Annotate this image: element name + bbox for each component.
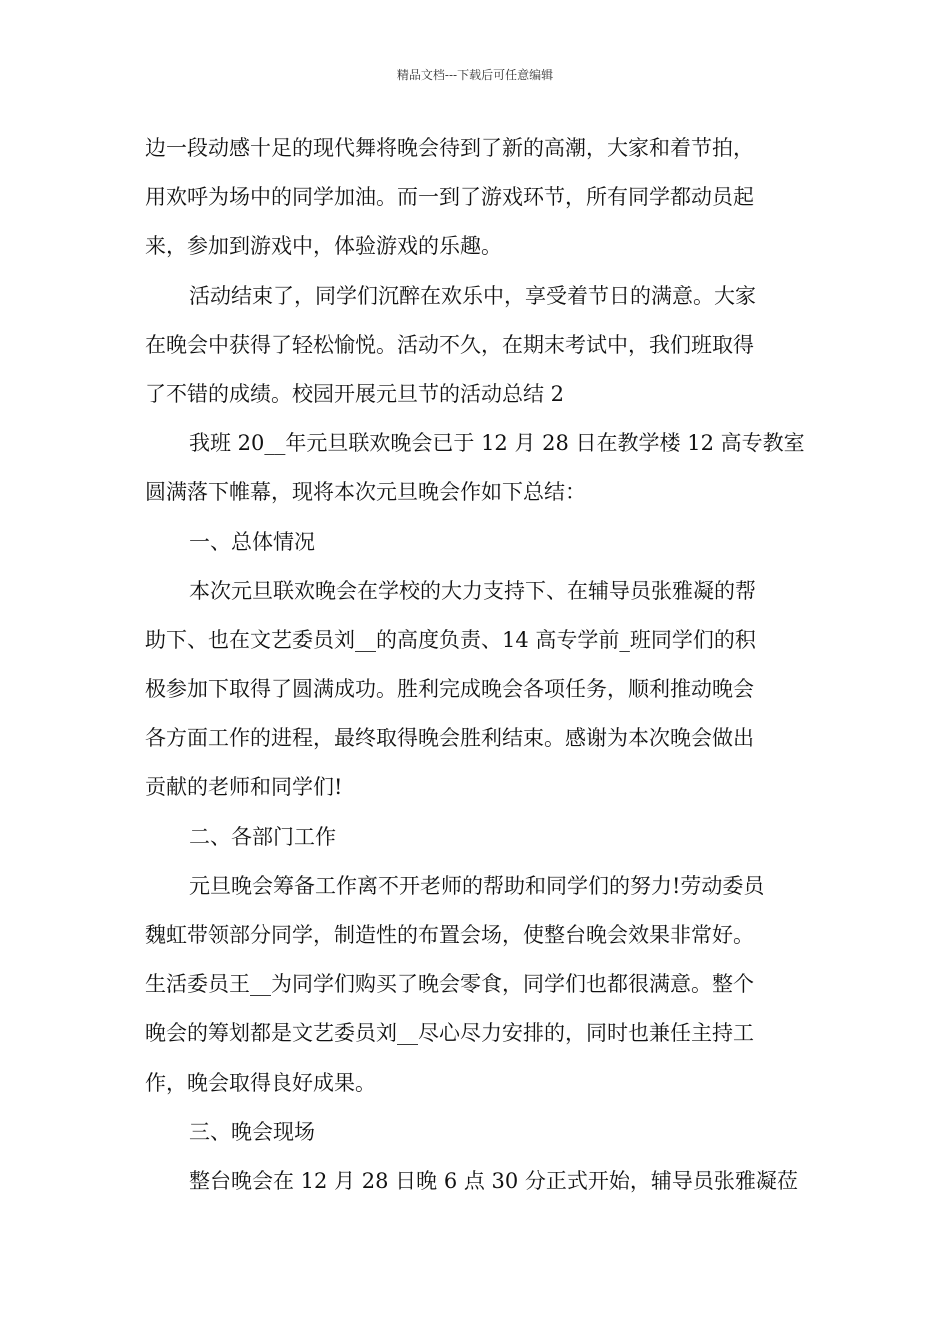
text-line: 一、总体情况 <box>189 529 315 554</box>
paragraph <box>145 272 815 420</box>
text-line: 用欢呼为场中的同学加油。而一到了游戏环节，所有同学都动员起 <box>145 185 754 210</box>
text-line: 来，参加到游戏中，体验游戏的乐趣。 <box>145 234 502 259</box>
text-line: 极参加下取得了圆满成功。胜利完成晚会各项任务，顺利推动晚会 <box>145 677 754 702</box>
text-line: 本次元旦联欢晚会在学校的大力支持下、在辅导员张雅凝的帮 <box>189 578 756 603</box>
paragraph <box>145 1157 815 1206</box>
paragraph <box>145 419 815 517</box>
text-line: 作，晚会取得良好成果。 <box>145 1070 376 1095</box>
text-line: 魏虹带领部分同学，制造性的布置会场，使整台晚会效果非常好。 <box>145 923 754 947</box>
text-line: 生活委员王__为同学们购买了晚会零食，同学们也都很满意。整个 <box>145 972 754 997</box>
document-body <box>145 124 815 1206</box>
text-line: 贡献的老师和同学们! <box>145 775 343 800</box>
paragraph <box>145 124 815 272</box>
text-line: 圆满落下帷幕，现将本次元旦晚会作如下总结： <box>145 480 586 505</box>
text-line: 边一段动感十足的现代舞将晚会待到了新的高潮，大家和着节拍， <box>145 136 754 160</box>
paragraph <box>145 813 815 862</box>
text-line: 三、晚会现场 <box>189 1119 315 1144</box>
text-line: 元旦晚会筹备工作离不开老师的帮助和同学们的努力!劳动委员 <box>189 873 765 898</box>
text-line: 在晚会中获得了轻松愉悦。活动不久，在期末考试中，我们班取得 <box>145 332 754 357</box>
text-line: 二、各部门工作 <box>189 824 336 849</box>
text-line: 助下、也在文艺委员刘__的高度负责、14 高专学前_班同学们的积 <box>145 627 756 652</box>
text-line: 整台晚会在 12 月 28 日晚 6 点 30 分正式开始，辅导员张雅凝莅 <box>189 1168 798 1193</box>
text-line: 各方面工作的进程，最终取得晚会胜利结束。感谢为本次晚会做出 <box>145 726 754 751</box>
paragraph <box>145 1108 815 1157</box>
paragraph <box>145 862 815 1108</box>
text-line: 我班 20__年元旦联欢晚会已于 12 月 28 日在教学楼 12 高专教室 <box>189 431 805 456</box>
text-line: 了不错的成绩。校园开展元旦节的活动总结 2 <box>145 381 565 406</box>
text-line: 晚会的筹划都是文艺委员刘__尽心尽力安排的，同时也兼任主持工 <box>145 1021 754 1046</box>
paragraph <box>145 518 815 567</box>
paragraph <box>145 567 815 813</box>
page-header: 精品文档---下载后可任意编辑 <box>396 68 554 82</box>
text-line: 活动结束了，同学们沉醉在欢乐中，享受着节日的满意。大家 <box>189 283 756 308</box>
